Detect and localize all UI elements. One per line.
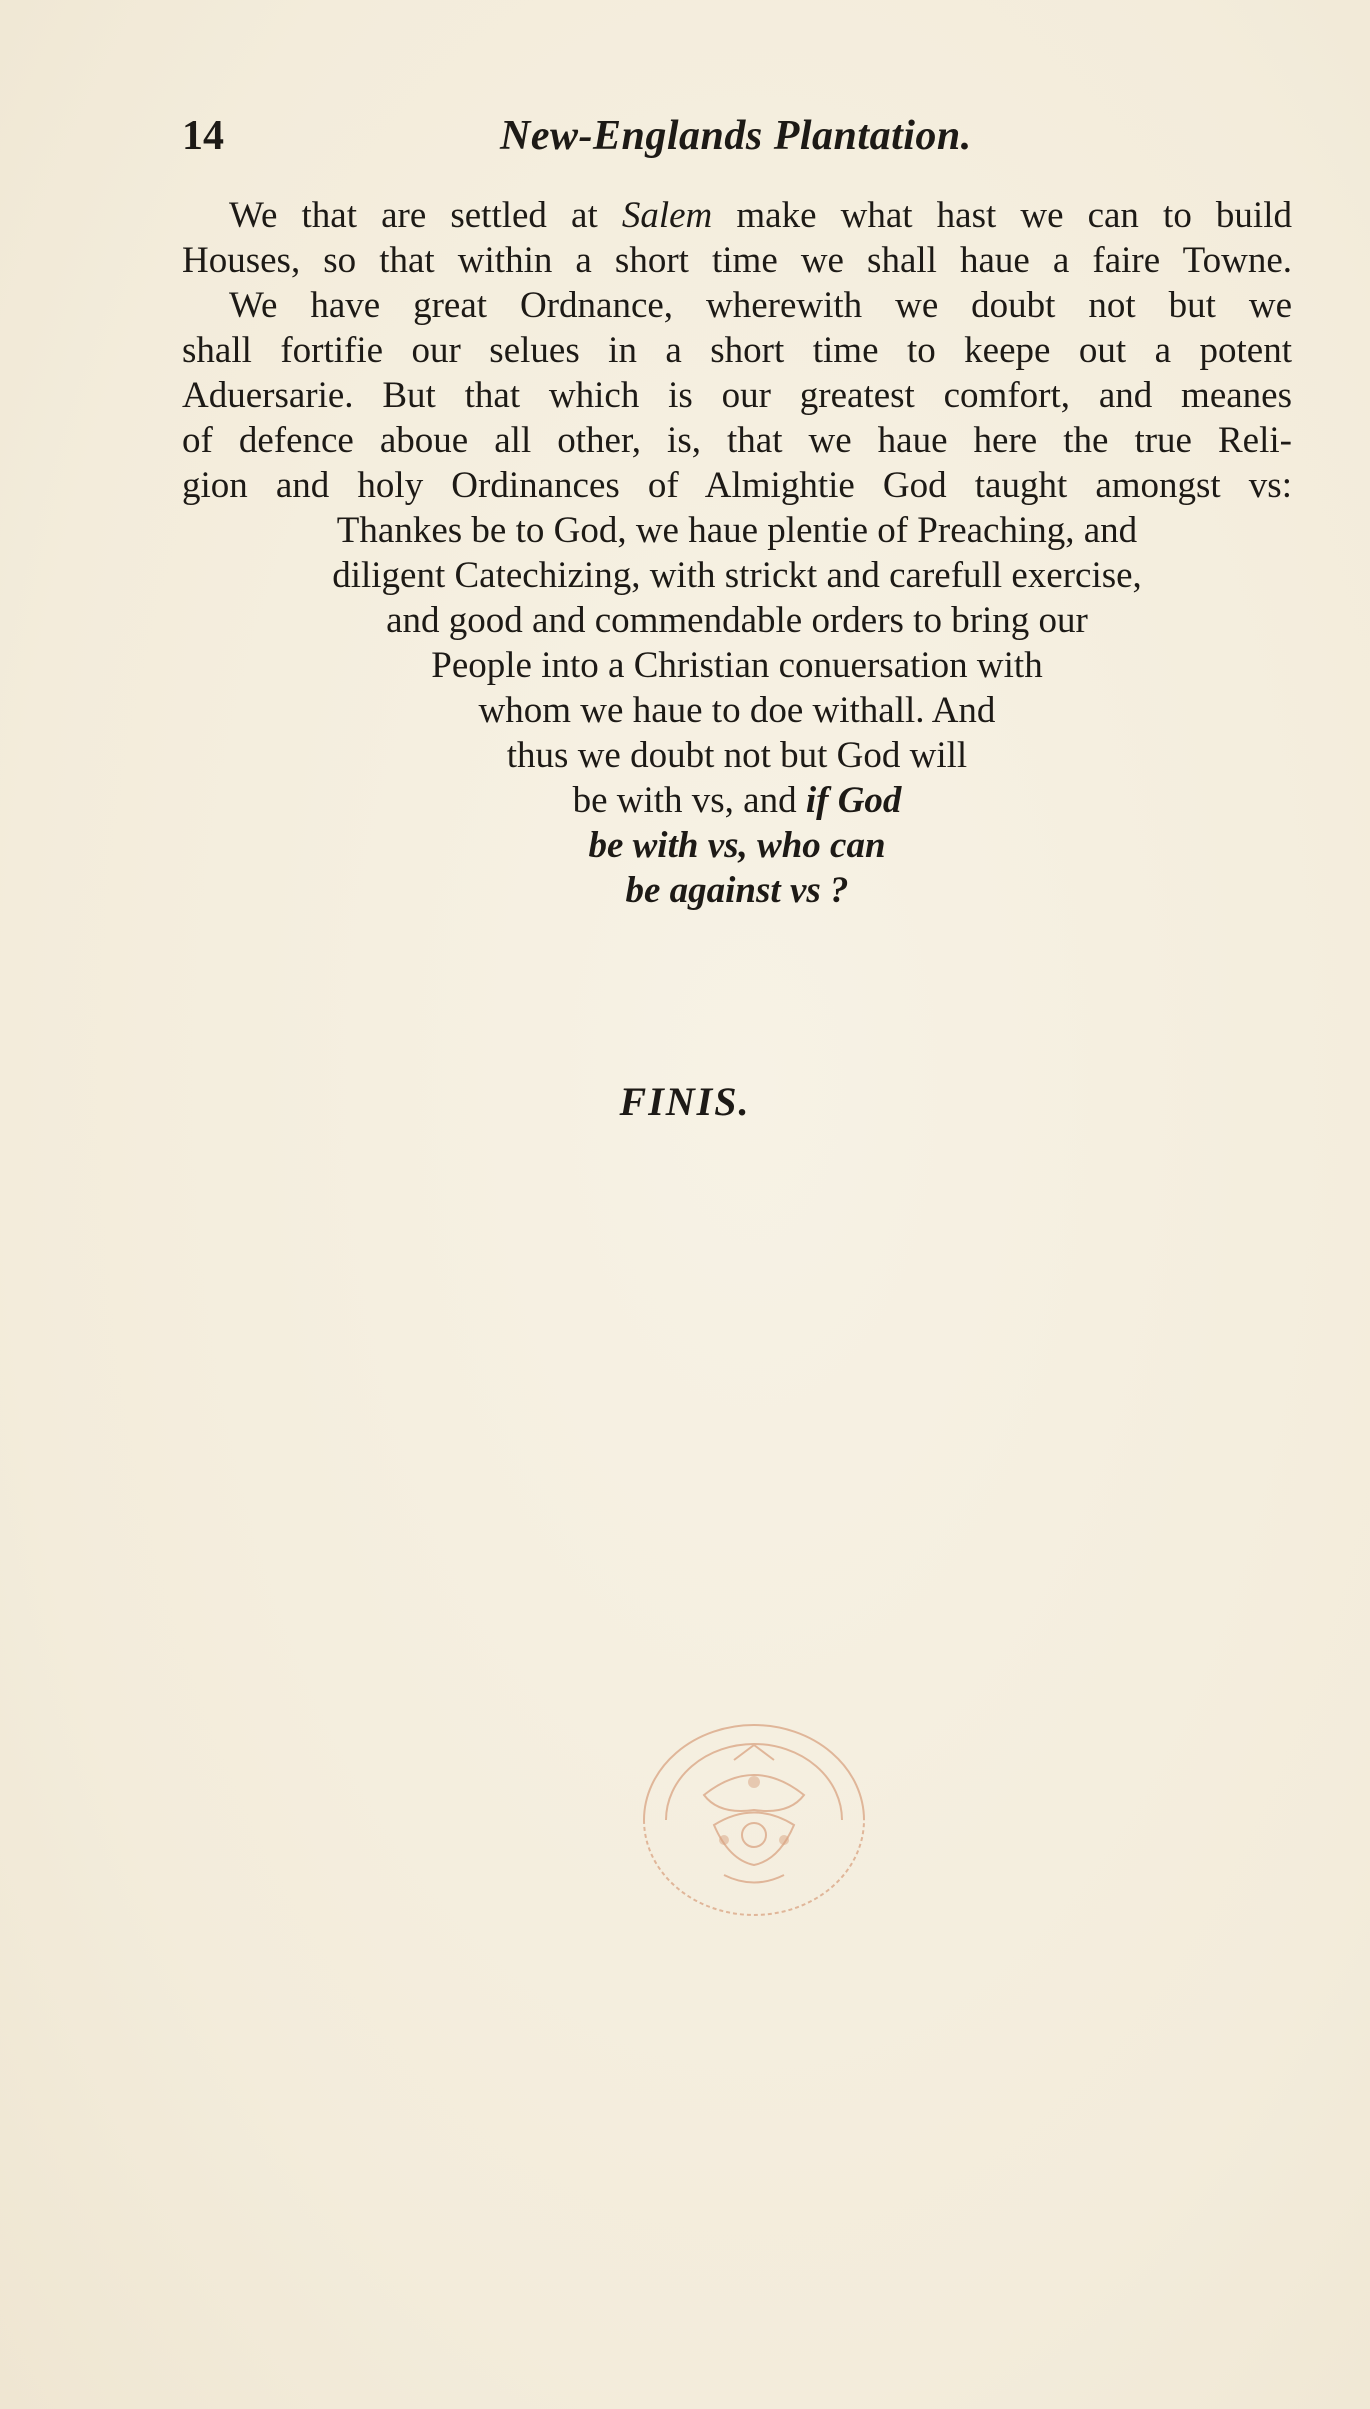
text-line: thus we doubt not but God will [506,735,968,776]
running-title: New-Englands Plantation. [500,113,972,159]
text-line [182,778,1292,823]
text-line: diligent Catechizing, with strickt and carefull exercise, [332,555,1142,596]
text-line: whom we haue to doe withall. And [478,690,996,731]
body-text [182,193,1292,913]
text-line: We have great Ordnance, wherewith we doubt not but we [229,285,1292,326]
running-head [182,112,1292,162]
text-line: of defence aboue all other, is, that we haue here the true Reli- [182,420,1292,461]
text-line: gion and holy Ordinances of Almightie God taught amongst vs: [182,465,1292,506]
text-line: Houses, so that within a short time we shall haue a faire Towne. [182,240,1292,281]
text-line: Thankes be to God, we haue plentie of Preaching, and [336,510,1138,551]
text-line: People into a Christian conuersation with [431,645,1043,686]
italic-place-name: Salem [621,195,713,236]
text-line: shall fortifie our selues in a short time to keepe out a potent [182,330,1292,371]
italic-text-run: if God [805,780,902,821]
library-stamp-icon [604,1700,904,1930]
text-run: be with vs, and [572,780,806,821]
finis-heading: FINIS. [619,1079,751,1124]
text-run: We that are settled at [229,195,622,236]
page-number: 14 [182,113,224,159]
text-line: be against vs ? [625,870,849,911]
text-line [182,193,1292,238]
text-line: Aduersarie. But that which is our greatest comfort, and meanes [182,375,1292,416]
text-line: and good and commendable orders to bring our [386,600,1088,641]
text-line: be with vs, who can [588,825,886,866]
text-run: make what hast we can to build [712,195,1292,236]
